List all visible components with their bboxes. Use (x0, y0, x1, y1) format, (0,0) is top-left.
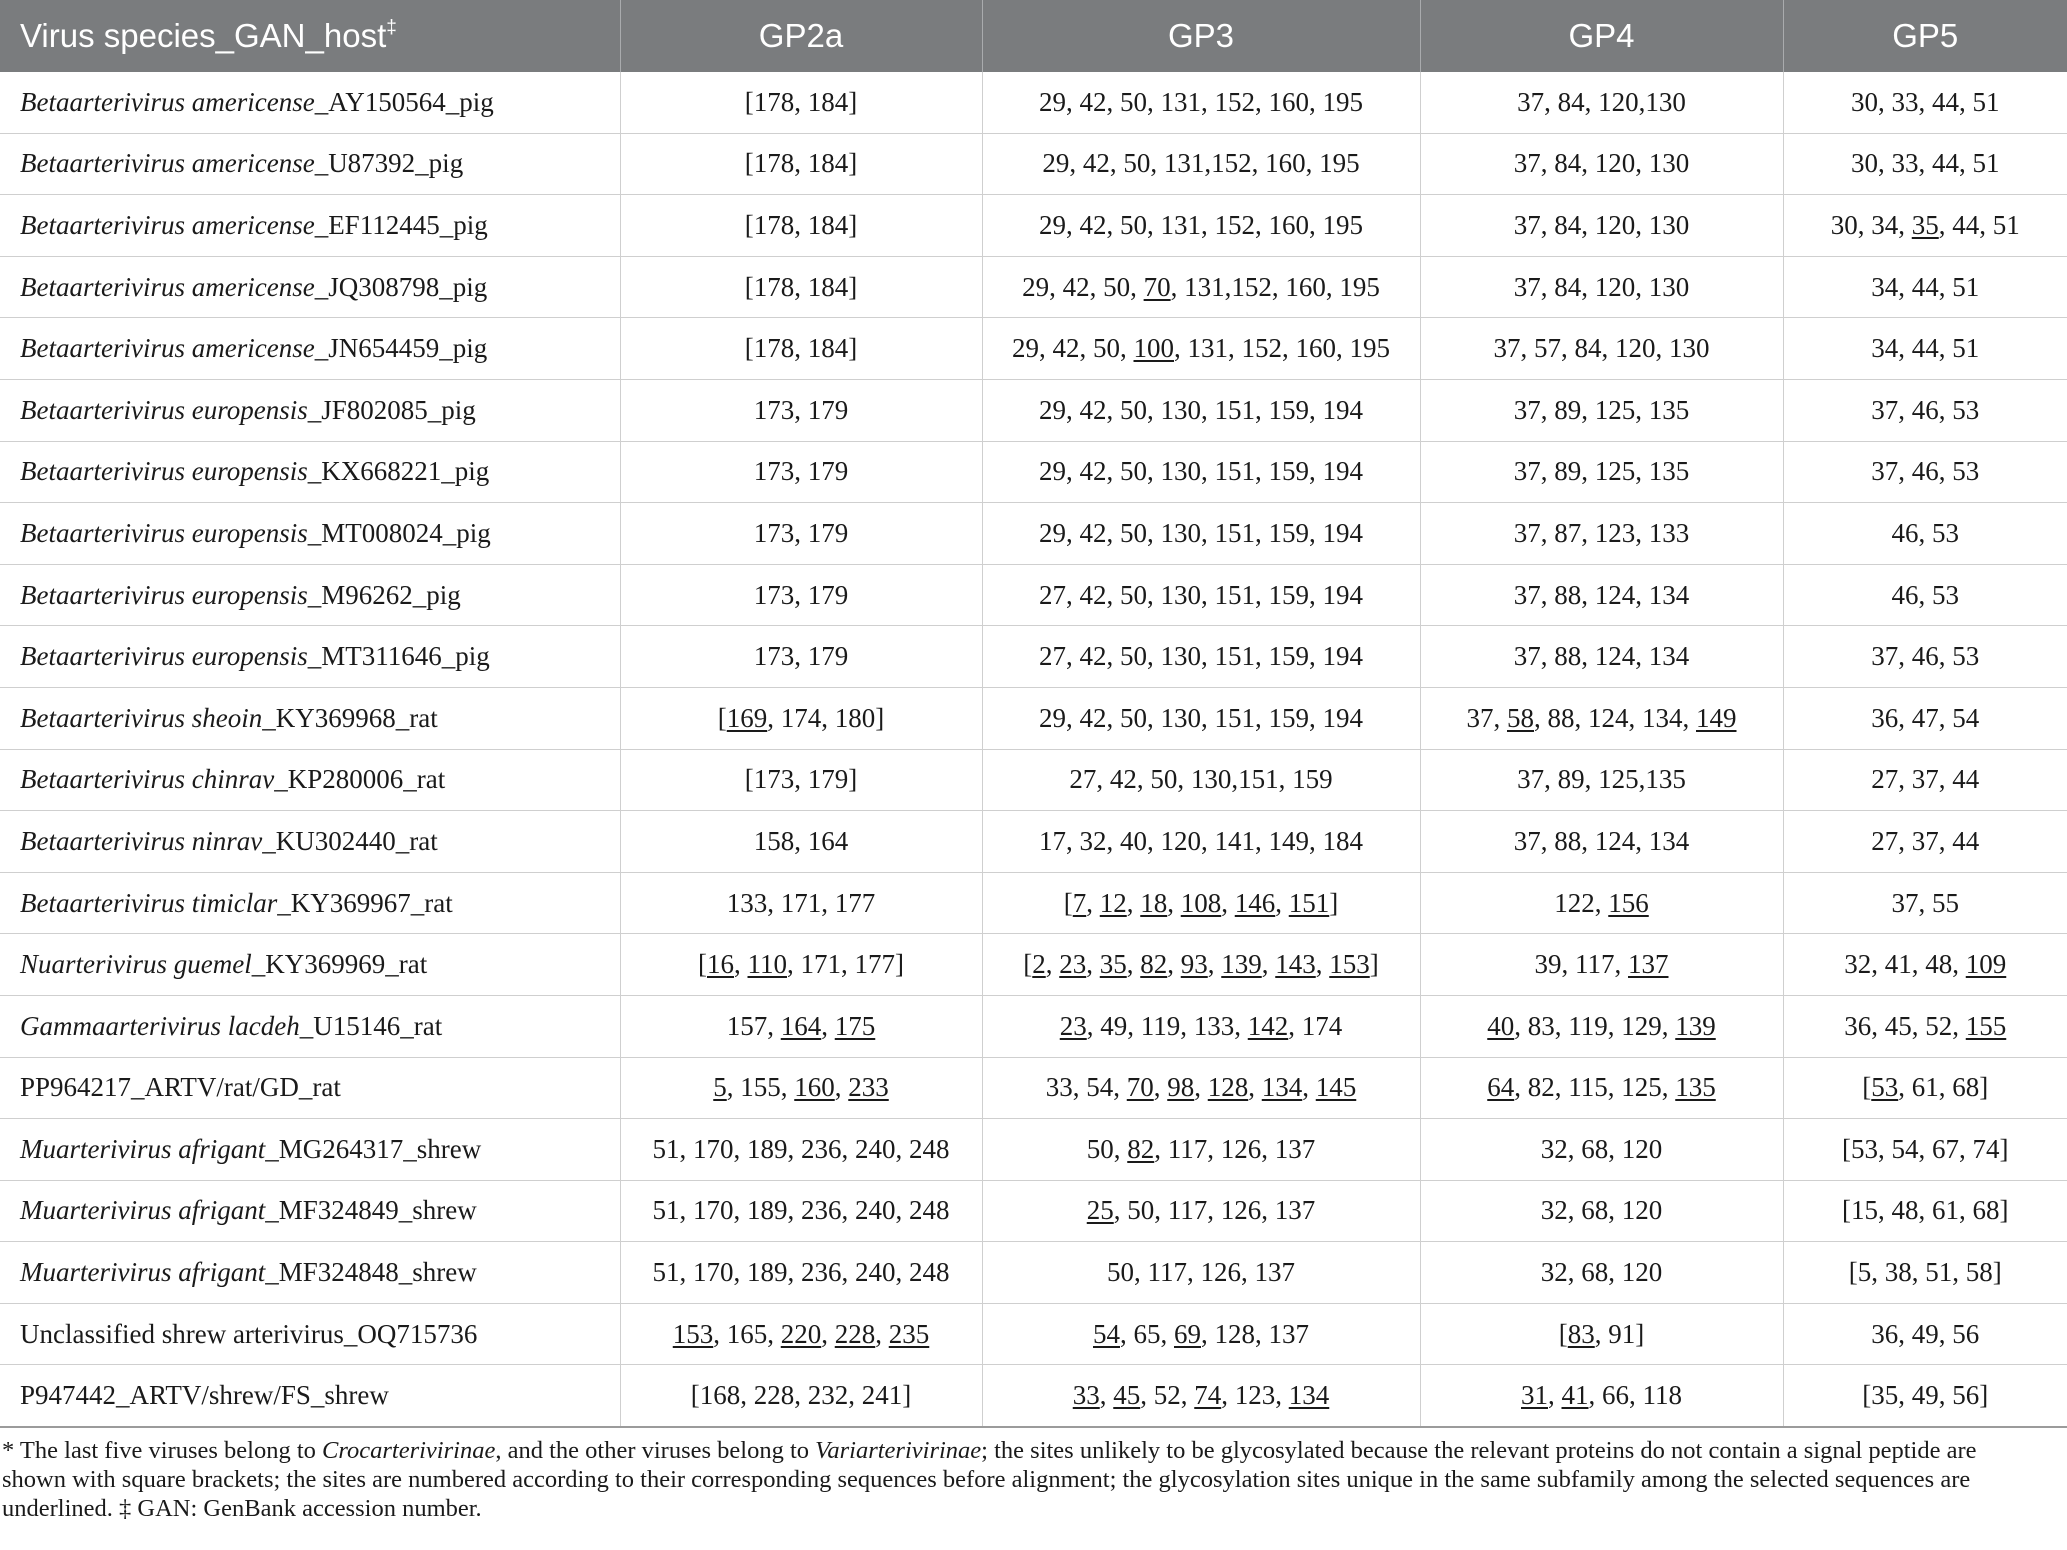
table-row (0, 749, 2067, 811)
gp2a-sites-cell: 5, 155, 160, 233 (620, 1057, 982, 1119)
virus-species-cell (0, 749, 620, 811)
gp5-sites-cell: [5, 38, 51, 58] (1783, 1242, 2067, 1304)
virus-species-cell (0, 503, 620, 565)
table-row (0, 1180, 2067, 1242)
header-virus-species (0, 0, 620, 72)
table-row (0, 1057, 2067, 1119)
unique-site: 25 (1086, 1195, 1114, 1226)
gp4-sites-cell: 32, 68, 120 (1420, 1242, 1783, 1304)
gp5-sites-cell: [15, 48, 61, 68] (1783, 1180, 2067, 1242)
gp3-sites-cell: 27, 42, 50, 130, 151, 159, 194 (982, 626, 1420, 688)
accession-host: _MT008024_pig (307, 517, 491, 548)
unique-site: 128 (1207, 1072, 1249, 1103)
gp5-sites-cell: 27, 37, 44 (1783, 811, 2067, 873)
gp4-sites-cell: 122, 156 (1420, 872, 1783, 934)
unique-site: 23 (1059, 1010, 1087, 1041)
unique-site: 139 (1675, 1010, 1716, 1041)
species-name: Betaarterivirus americense (20, 86, 315, 117)
gp4-sites-cell: 37, 89, 125, 135 (1420, 379, 1783, 441)
gp3-sites-cell: 17, 32, 40, 120, 141, 149, 184 (982, 811, 1420, 873)
species-name: Muarterivirus afrigant (20, 1133, 266, 1164)
gp3-sites-cell: 29, 42, 50, 130, 151, 159, 194 (982, 441, 1420, 503)
gp3-sites-cell: 50, 82, 117, 126, 137 (982, 1119, 1420, 1181)
unique-site: 228 (834, 1318, 876, 1349)
unique-site: 12 (1099, 887, 1127, 918)
gp2a-sites-cell: [178, 184] (620, 72, 982, 133)
unique-site: 18 (1140, 887, 1168, 918)
unique-site: 7 (1072, 887, 1087, 918)
virus-species-cell (0, 1057, 620, 1119)
virus-species-cell (0, 934, 620, 996)
table-row (0, 1303, 2067, 1365)
gp2a-sites-cell: 173, 179 (620, 626, 982, 688)
virus-species-cell (0, 256, 620, 318)
gp2a-sites-cell: [173, 179] (620, 749, 982, 811)
unique-site: 109 (1965, 949, 2007, 980)
species-name: Betaarterivirus europensis (20, 456, 308, 487)
unique-site: 100 (1133, 333, 1174, 364)
unique-site: 151 (1288, 887, 1330, 918)
gp3-sites-cell: 33, 45, 52, 74, 123, 134 (982, 1365, 1420, 1427)
species-name: Gammaarterivirus lacdeh (20, 1010, 300, 1041)
unique-site: 149 (1696, 702, 1737, 733)
virus-species-cell (0, 995, 620, 1057)
virus-species-cell (0, 1242, 620, 1304)
unique-site: 220 (780, 1318, 822, 1349)
unique-site: 41 (1561, 1380, 1589, 1411)
header-gp5: GP5 (1783, 0, 2067, 72)
table-row (0, 1119, 2067, 1181)
virus-species-cell (0, 626, 620, 688)
gp4-sites-cell: 37, 84, 120, 130 (1420, 256, 1783, 318)
unique-site: 235 (888, 1318, 930, 1349)
gp5-sites-cell: 37, 46, 53 (1783, 379, 2067, 441)
gp3-sites-cell: 29, 42, 50, 130, 151, 159, 194 (982, 687, 1420, 749)
gp2a-sites-cell: [178, 184] (620, 195, 982, 257)
unique-site: 93 (1180, 949, 1208, 980)
virus-species-cell (0, 1303, 620, 1365)
accession-host: _KY369969_rat (251, 949, 428, 980)
table-row (0, 133, 2067, 195)
gp5-sites-cell: 34, 44, 51 (1783, 318, 2067, 380)
unique-site: 82 (1127, 1133, 1155, 1164)
header-gp4: GP4 (1420, 0, 1783, 72)
species-name: Betaarterivirus europensis (20, 579, 308, 610)
gp4-sites-cell: 37, 87, 123, 133 (1420, 503, 1783, 565)
gp5-sites-cell: 32, 41, 48, 109 (1783, 934, 2067, 996)
species-name: Betaarterivirus europensis (20, 394, 308, 425)
gp5-sites-cell: 27, 37, 44 (1783, 749, 2067, 811)
species-name: Betaarterivirus europensis (20, 641, 308, 672)
gp5-sites-cell: 37, 46, 53 (1783, 441, 2067, 503)
unique-site: 143 (1275, 949, 1316, 980)
gp2a-sites-cell: 51, 170, 189, 236, 240, 248 (620, 1180, 982, 1242)
table-row (0, 1365, 2067, 1427)
header-virus-species-label: Virus species_GAN_host (20, 17, 387, 54)
gp4-sites-cell: 37, 89, 125,135 (1420, 749, 1783, 811)
virus-species-cell (0, 1365, 620, 1427)
accession-host: _MG264317_shrew (265, 1133, 482, 1164)
footnote-text-2: , and the other viruses belong to (495, 1437, 816, 1464)
gp3-sites-cell: 29, 42, 50, 130, 151, 159, 194 (982, 503, 1420, 565)
species-name: Muarterivirus afrigant (20, 1195, 266, 1226)
gp3-sites-cell: 29, 42, 50, 131, 152, 160, 195 (982, 72, 1420, 133)
unique-site: 23 (1059, 949, 1087, 980)
gp4-sites-cell: 64, 82, 115, 125, 135 (1420, 1057, 1783, 1119)
table-row (0, 1242, 2067, 1304)
accession-host: _MF324849_shrew (265, 1195, 477, 1226)
species-name: Muarterivirus afrigant (20, 1257, 266, 1288)
unique-site: 64 (1487, 1072, 1515, 1103)
gp4-sites-cell: 37, 88, 124, 134 (1420, 811, 1783, 873)
unique-site: 33 (1072, 1380, 1100, 1411)
unique-site: 139 (1221, 949, 1262, 980)
species-name: Betaarterivirus europensis (20, 517, 308, 548)
header-footnote-mark: ‡ (386, 17, 397, 38)
gp3-sites-cell: 50, 117, 126, 137 (982, 1242, 1420, 1304)
table-row (0, 564, 2067, 626)
accession-host: _AY150564_pig (314, 86, 494, 117)
unique-site: 58 (1507, 702, 1534, 733)
header-gp3: GP3 (982, 0, 1420, 72)
gp5-sites-cell: 36, 49, 56 (1783, 1303, 2067, 1365)
unique-site: 98 (1167, 1072, 1195, 1103)
virus-species-cell (0, 1119, 620, 1181)
footnote-text-3: ; the sites unlikely to be glycosylated because the relevant proteins do not contain a signal peptide are shown with square brackets; the sites are numbered according to their corresponding sequences before alignment; the glycosylation sites unique in the same subfamily among the selected sequences are underlined. ‡ GAN: GenBank accession number. (2, 1437, 1977, 1522)
virus-species-cell (0, 133, 620, 195)
gp4-sites-cell: 39, 117, 137 (1420, 934, 1783, 996)
gp5-sites-cell: 36, 45, 52, 155 (1783, 995, 2067, 1057)
species-name: Betaarterivirus americense (20, 148, 315, 179)
species-name: Betaarterivirus sheoin (20, 702, 263, 733)
gp2a-sites-cell: [168, 228, 232, 241] (620, 1365, 982, 1427)
unique-site: 82 (1140, 949, 1168, 980)
gp4-sites-cell: 37, 84, 120, 130 (1420, 133, 1783, 195)
accession-host: _M96262_pig (307, 579, 461, 610)
gp3-sites-cell: 29, 42, 50, 100, 131, 152, 160, 195 (982, 318, 1420, 380)
table-row (0, 379, 2067, 441)
unique-site: 233 (848, 1072, 889, 1103)
unique-site: 164 (780, 1010, 822, 1041)
unique-site: 156 (1608, 887, 1649, 918)
unique-site: 134 (1261, 1072, 1303, 1103)
accession-host: _JN654459_pig (314, 333, 488, 364)
unique-site: 70 (1143, 271, 1171, 302)
gp5-sites-cell: 46, 53 (1783, 564, 2067, 626)
gp3-sites-cell: 23, 49, 119, 133, 142, 174 (982, 995, 1420, 1057)
gp2a-sites-cell: 173, 179 (620, 503, 982, 565)
table-row (0, 503, 2067, 565)
table-row (0, 318, 2067, 380)
gp2a-sites-cell: [178, 184] (620, 133, 982, 195)
header-row (0, 0, 2067, 72)
table-row (0, 72, 2067, 133)
gp4-sites-cell: 37, 58, 88, 124, 134, 149 (1420, 687, 1783, 749)
species-name: Betaarterivirus americense (20, 333, 315, 364)
gp3-sites-cell: 29, 42, 50, 131,152, 160, 195 (982, 133, 1420, 195)
gp2a-sites-cell: 157, 164, 175 (620, 995, 982, 1057)
gp5-sites-cell: 46, 53 (1783, 503, 2067, 565)
unique-site: 175 (834, 1010, 876, 1041)
accession-host: Unclassified shrew arterivirus_OQ715736 (20, 1318, 478, 1349)
accession-host: _MT311646_pig (307, 641, 490, 672)
gp4-sites-cell: 37, 84, 120, 130 (1420, 195, 1783, 257)
table-row (0, 687, 2067, 749)
gp5-sites-cell: [53, 54, 67, 74] (1783, 1119, 2067, 1181)
gp3-sites-cell: 54, 65, 69, 128, 137 (982, 1303, 1420, 1365)
gp3-sites-cell: 33, 54, 70, 98, 128, 134, 145 (982, 1057, 1420, 1119)
gp5-sites-cell: 34, 44, 51 (1783, 256, 2067, 318)
unique-site: 35 (1099, 949, 1127, 980)
unique-site: 155 (1965, 1010, 2007, 1041)
accession-host: P947442_ARTV/shrew/FS_shrew (20, 1380, 389, 1411)
species-name: Betaarterivirus americense (20, 209, 315, 240)
unique-site: 53 (1871, 1072, 1899, 1103)
unique-site: 70 (1126, 1072, 1154, 1103)
gp4-sites-cell: 32, 68, 120 (1420, 1180, 1783, 1242)
gp4-sites-cell: 37, 57, 84, 120, 130 (1420, 318, 1783, 380)
table-row (0, 441, 2067, 503)
table-header (0, 0, 2067, 72)
gp2a-sites-cell: [169, 174, 180] (620, 687, 982, 749)
unique-site: 153 (1329, 949, 1370, 980)
gp3-sites-cell: 29, 42, 50, 130, 151, 159, 194 (982, 379, 1420, 441)
footnote-subfamily-1: Crocarterivirinae (322, 1437, 496, 1464)
gp3-sites-cell: [7, 12, 18, 108, 146, 151] (982, 872, 1420, 934)
gp5-sites-cell: [53, 61, 68] (1783, 1057, 2067, 1119)
gp5-sites-cell: 37, 46, 53 (1783, 626, 2067, 688)
unique-site: 134 (1288, 1380, 1330, 1411)
gp3-sites-cell: 29, 42, 50, 131, 152, 160, 195 (982, 195, 1420, 257)
virus-species-cell (0, 811, 620, 873)
accession-host: _MF324848_shrew (265, 1257, 477, 1288)
gp4-sites-cell: 31, 41, 66, 118 (1420, 1365, 1783, 1427)
species-name: Betaarterivirus americense (20, 271, 315, 302)
gp4-sites-cell: [83, 91] (1420, 1303, 1783, 1365)
gp4-sites-cell: 32, 68, 120 (1420, 1119, 1783, 1181)
unique-site: 2 (1032, 949, 1046, 980)
footnote-subfamily-2: Variarterivirinae (815, 1437, 982, 1464)
unique-site: 69 (1174, 1318, 1201, 1349)
virus-species-cell (0, 318, 620, 380)
gp3-sites-cell: 29, 42, 50, 70, 131,152, 160, 195 (982, 256, 1420, 318)
accession-host: _KP280006_rat (274, 764, 446, 795)
unique-site: 45 (1113, 1380, 1141, 1411)
accession-host: _KX668221_pig (307, 456, 490, 487)
gp5-sites-cell: 37, 55 (1783, 872, 2067, 934)
unique-site: 160 (794, 1072, 835, 1103)
footnote-text-1: * The last five viruses belong to (2, 1437, 323, 1464)
gp2a-sites-cell: 51, 170, 189, 236, 240, 248 (620, 1119, 982, 1181)
gp3-sites-cell: [2, 23, 35, 82, 93, 139, 143, 153] (982, 934, 1420, 996)
unique-site: 74 (1194, 1380, 1222, 1411)
unique-site: 169 (726, 702, 768, 733)
gp5-sites-cell: 30, 33, 44, 51 (1783, 133, 2067, 195)
gp4-sites-cell: 37, 84, 120,130 (1420, 72, 1783, 133)
unique-site: 83 (1567, 1318, 1595, 1349)
unique-site: 146 (1234, 887, 1276, 918)
unique-site: 35 (1911, 209, 1939, 240)
unique-site: 31 (1521, 1380, 1548, 1411)
gp2a-sites-cell: [178, 184] (620, 256, 982, 318)
table-row (0, 626, 2067, 688)
gp5-sites-cell: [35, 49, 56] (1783, 1365, 2067, 1427)
unique-site: 5 (713, 1072, 727, 1103)
virus-species-cell (0, 687, 620, 749)
unique-site: 54 (1093, 1318, 1120, 1349)
virus-species-cell (0, 195, 620, 257)
gp2a-sites-cell: 173, 179 (620, 379, 982, 441)
gp2a-sites-cell: 173, 179 (620, 564, 982, 626)
virus-species-cell (0, 72, 620, 133)
gp2a-sites-cell: 173, 179 (620, 441, 982, 503)
gp3-sites-cell: 27, 42, 50, 130, 151, 159, 194 (982, 564, 1420, 626)
gp2a-sites-cell: 153, 165, 220, 228, 235 (620, 1303, 982, 1365)
table-row (0, 934, 2067, 996)
accession-host: _KY369968_rat (262, 702, 438, 733)
species-name: Betaarterivirus timiclar (20, 887, 278, 918)
gp2a-sites-cell: 51, 170, 189, 236, 240, 248 (620, 1242, 982, 1304)
unique-site: 142 (1247, 1010, 1289, 1041)
virus-species-cell (0, 379, 620, 441)
accession-host: _KU302440_rat (262, 825, 438, 856)
table-row (0, 256, 2067, 318)
table-row (0, 195, 2067, 257)
gp2a-sites-cell: [16, 110, 171, 177] (620, 934, 982, 996)
accession-host: _KY369967_rat (277, 887, 453, 918)
accession-host: _JF802085_pig (307, 394, 476, 425)
unique-site: 40 (1487, 1010, 1515, 1041)
gp2a-sites-cell: [178, 184] (620, 318, 982, 380)
species-name: Betaarterivirus chinrav (20, 764, 275, 795)
unique-site: 153 (672, 1318, 714, 1349)
accession-host: _U15146_rat (299, 1010, 443, 1041)
unique-site: 110 (747, 949, 787, 980)
virus-species-cell (0, 872, 620, 934)
unique-site: 135 (1675, 1072, 1716, 1103)
gp2a-sites-cell: 158, 164 (620, 811, 982, 873)
accession-host: _U87392_pig (314, 148, 464, 179)
table-body (0, 72, 2067, 1427)
gp5-sites-cell: 30, 33, 44, 51 (1783, 72, 2067, 133)
virus-species-cell (0, 564, 620, 626)
virus-species-cell (0, 1180, 620, 1242)
gp4-sites-cell: 37, 88, 124, 134 (1420, 564, 1783, 626)
gp4-sites-cell: 40, 83, 119, 129, 139 (1420, 995, 1783, 1057)
table-footnote (0, 1436, 2032, 1523)
unique-site: 137 (1628, 949, 1669, 980)
accession-host: _JQ308798_pig (314, 271, 488, 302)
species-name: Betaarterivirus ninrav (20, 825, 263, 856)
virus-species-cell (0, 441, 620, 503)
gp2a-sites-cell: 133, 171, 177 (620, 872, 982, 934)
header-gp2a: GP2a (620, 0, 982, 72)
table-row (0, 811, 2067, 873)
gp4-sites-cell: 37, 88, 124, 134 (1420, 626, 1783, 688)
species-name: Nuarterivirus guemel (20, 949, 252, 980)
accession-host: _EF112445_pig (314, 209, 488, 240)
gp5-sites-cell: 30, 34, 35, 44, 51 (1783, 195, 2067, 257)
gp4-sites-cell: 37, 89, 125, 135 (1420, 441, 1783, 503)
gp3-sites-cell: 25, 50, 117, 126, 137 (982, 1180, 1420, 1242)
table-row (0, 995, 2067, 1057)
gp5-sites-cell: 36, 47, 54 (1783, 687, 2067, 749)
unique-site: 16 (707, 949, 734, 980)
gp3-sites-cell: 27, 42, 50, 130,151, 159 (982, 749, 1420, 811)
table-row (0, 872, 2067, 934)
unique-site: 108 (1180, 887, 1222, 918)
accession-host: PP964217_ARTV/rat/GD_rat (20, 1072, 341, 1103)
unique-site: 145 (1315, 1072, 1357, 1103)
